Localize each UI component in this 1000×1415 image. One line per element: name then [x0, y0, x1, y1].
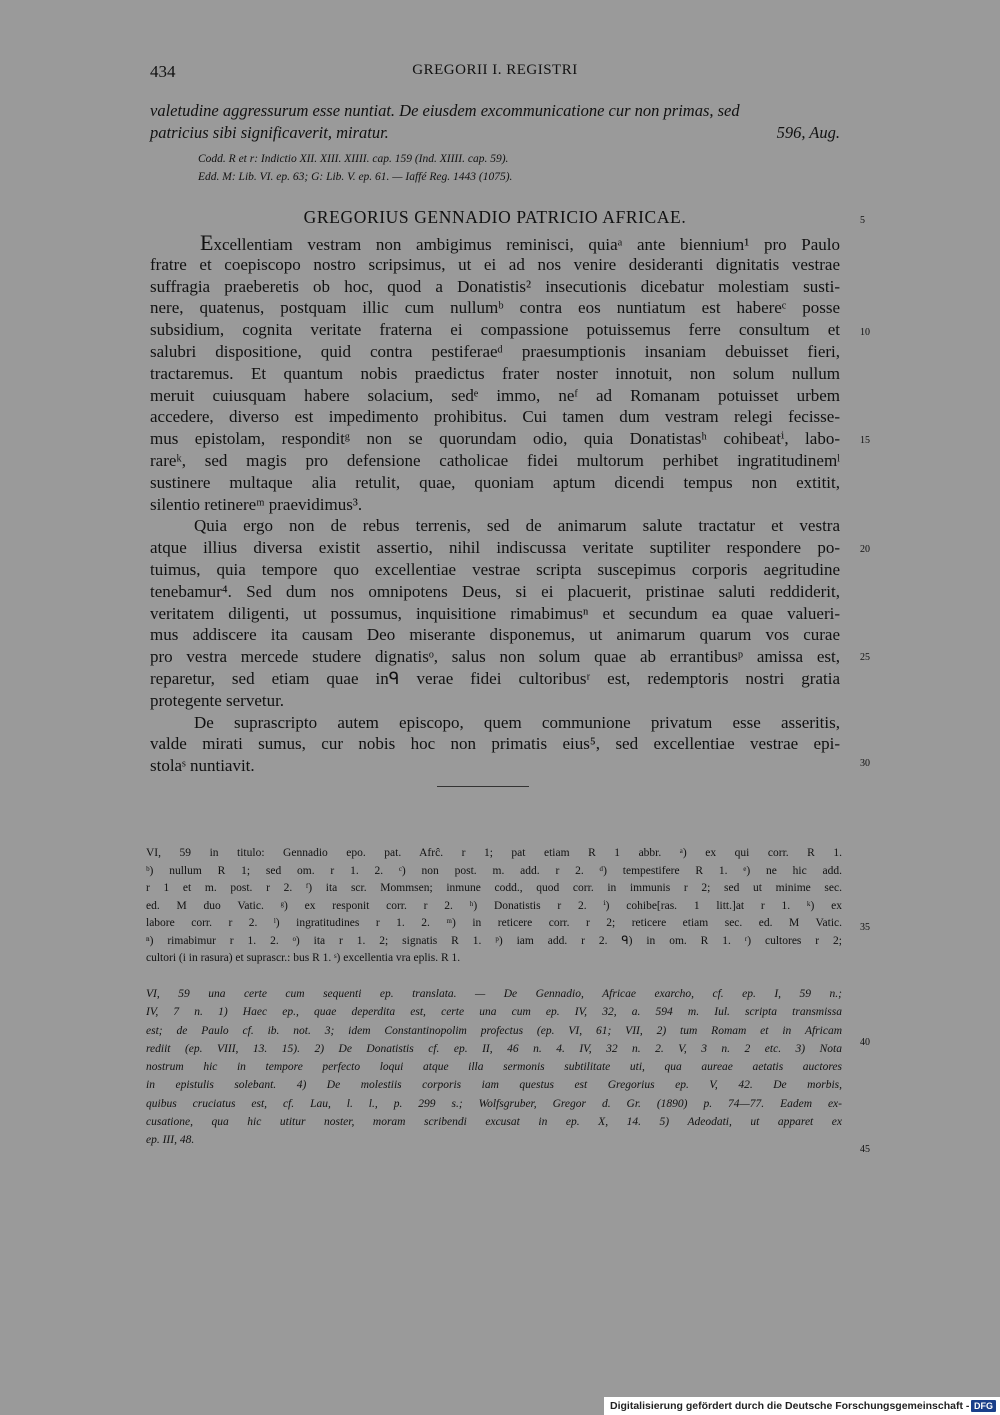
body-line: Quia ergo non de rebus terrenis, sed de animarum salute tractatur et vestra — [194, 516, 840, 536]
funding-footer — [604, 1397, 1000, 1415]
apparatus-line: ⁿ) rimabimur r 1. 2. ᵒ) ita r 1. 2; signatis R 1. ᵖ) iam add. r 2. ᑫ) in om. R 1. ʳ) cultores r 2; — [146, 934, 842, 947]
note-line: IV, 7 n. 1) Haec ep., quae deperdita est, certe una cum ep. IV, 32, a. 594 m. Iul. scripta transmissa — [146, 1006, 842, 1019]
note-line: in epistulis solebant. 4) De molestiis corporis iam questus est Gregorius ep. V, 42. De morbis, — [146, 1079, 842, 1092]
commentary-notes — [146, 985, 842, 1150]
summary-line-text: patricius sibi significaverit, miratur. — [150, 123, 389, 142]
body-line: atque illius diversa existit assertio, nihil indiscussa veritate suptiliter respondere po- — [150, 538, 840, 558]
note-line: cusatione, qua hic utitur noster, moram scribendi excusat in ep. X, 14. 5) Adeodati, ut apparet ex — [146, 1116, 842, 1129]
note-line: rediit (ep. VIII, 13. 15). 2) De Donatistis cf. ep. II, 46 n. 4. IV, 32 n. 2. V, 3 n. 2 etc. 3) Nota — [146, 1042, 842, 1055]
body-line: accedere, diverso est impedimento prohibitus. Cui tamen dum vestram relegi fecisse- — [150, 407, 840, 427]
running-title: GREGORII I. REGISTRI — [412, 62, 578, 78]
body-line-text: xcellentiam vestram non ambigimus reminisci, quiaᵃ ante biennium¹ pro Paulo — [213, 235, 840, 254]
body-line: stolaˢ nuntiavit. — [150, 756, 255, 776]
body-line: meruit cuiusquam habere solacium, sedᵉ immo, neᶠ ad Romanam potuisset urbem — [150, 385, 840, 405]
body-line: suffragia praeberetis ob hoc, quod a Donatistis² insecutionis dicebatur molestiam susti- — [150, 276, 840, 296]
line-number: 25 — [860, 652, 870, 663]
critical-apparatus — [146, 845, 842, 968]
body-line: veritatem diligenti, ut possumus, inquisitione rimabimusⁿ et secundum ea quae valueri- — [150, 603, 840, 623]
body-line: valde mirati sumus, cur nobis hoc non primatis eius⁵, sed excellentiae vestrae epi- — [150, 734, 840, 754]
body-line — [150, 232, 840, 254]
section-divider — [437, 786, 557, 787]
epistle-summary — [150, 100, 840, 144]
line-number: 10 — [860, 327, 870, 338]
note-line: est; de Paulo cf. ib. not. 3; idem Constantinopolim profectus (ep. VI, 61; VII, 2) tum Romam et in Africam — [146, 1024, 842, 1037]
body-line: mus epistolam, responditᵍ non se quorundam odio, quia Donatistasʰ cohibeatⁱ, labo- — [150, 429, 840, 449]
body-line: salubri dispositione, quid contra pestiferaeᵈ praesumptionis insaniam debuisset fieri, — [150, 341, 840, 361]
note-line: nostrum hic in tempore perfecto loqui atque illa sermonis subtilitate uti, qua aureae aetatis auctores — [146, 1061, 842, 1074]
page-number: 434 — [150, 62, 176, 81]
body-line: mus addiscere ita causam Deo miserante disponemus, ut animarum quarum vos curae — [150, 625, 840, 645]
codices-line: Codd. R et r: Indictio XII. XIII. XIIII. cap. 159 (Ind. XIIII. cap. 59). — [198, 153, 509, 165]
funding-text: Digitalisierung gefördert durch die Deutsche Forschungsgemeinschaft - — [610, 1400, 970, 1412]
body-line: silentio retinereᵐ praevidimus³. — [150, 494, 363, 514]
body-line: fratre et coepiscopo nostro scripsimus, ut ei ad nos venire desideranti dignitatis vestrae — [150, 254, 840, 274]
body-line: rareᵏ, sed magis pro defensione catholicae fidei multorum perhibet ingratitudinemˡ — [150, 450, 840, 470]
body-line: subsidium, cognita veritate fraterna ei compassione potuissemus ferre consultum et — [150, 320, 840, 340]
body-line: pro vestra mercede studere dignatisᵒ, salus non solum quae ab errantibusᵖ amissa est, — [150, 647, 840, 667]
body-line: De suprascripto autem episcopo, quem communione privatum esse asseritis, — [194, 712, 840, 732]
line-number: 15 — [860, 435, 870, 446]
note-line: quibus cruciatus est, cf. Lau, l. l., p. 299 s.; Wolfsgruber, Gregor d. Gr. (1890) p. 74—77. Eadem ex- — [146, 1097, 842, 1110]
note-line: VI, 59 una certe cum sequenti ep. translata. — De Gennadio, Africae exarcho, cf. ep. I, 59 n.; — [146, 988, 842, 1000]
line-number: 45 — [860, 1144, 870, 1155]
apparatus-line: r 1 et m. post. r 2. ᶠ) ita scr. Mommsen; inmune codd., quod corr. in immunis r 2; sed ut minime sec. — [146, 882, 842, 894]
apparatus-line: cultori (i in rasura) et suprascr.: bus R 1. ˢ) excellentia vra eplis. R 1. — [146, 952, 461, 964]
apparatus-line: ᵇ) nullum R 1; sed om. r 1. 2. ᶜ) non post. m. add. r 2. ᵈ) tempestifere R 1. ᵉ) ne hic add. — [146, 864, 842, 877]
page-header — [150, 62, 840, 86]
epistle-body — [150, 232, 840, 777]
line-number: 40 — [860, 1037, 870, 1048]
note-line: ep. III, 48. — [146, 1134, 195, 1147]
body-line: sustinere multaque alia retulit, quae, quoniam aptum dicendi tempus non extitit, — [150, 472, 840, 492]
body-line: nere, quatenus, postquam illic cum nullumᵇ contra eos nuntiatum est habereᶜ posse — [150, 298, 840, 318]
drop-capital: E — [200, 232, 214, 254]
body-line: tuimus, quia tempore quo excellentiae vestrae scripta suscepimus corporis aegritudine — [150, 559, 840, 579]
line-number: 30 — [860, 758, 870, 769]
body-line: protegente servetur. — [150, 690, 285, 710]
summary-line — [150, 122, 840, 144]
body-line: tenebamur⁴. Sed dum nos omnipotens Deus, si ei placuerit, pristinae saluti reddiderit, — [150, 581, 840, 601]
editions-line: Edd. M: Lib. VI. ep. 63; G: Lib. V. ep. 61. — Iaffé Reg. 1443 (1075). — [198, 171, 513, 183]
line-number: 20 — [860, 544, 870, 555]
summary-date: 596, Aug. — [776, 123, 840, 142]
line-number: 35 — [860, 922, 870, 933]
body-line: reparetur, sed etiam quae inᑫ verae fidei cultoribusʳ est, redemptoris nostri gratia — [150, 668, 840, 688]
divider-rule — [437, 786, 529, 787]
codices-note — [198, 150, 838, 186]
apparatus-line: VI, 59 in titulo: Gennadio epo. pat. Afrĉ. r 1; pat etiam R 1 abbr. ᵃ) ex qui corr. R 1. — [146, 847, 842, 859]
apparatus-line: labore corr. r 2. ˡ) ingratitudines r 1. 2. ᵐ) in reticere corr. r 2; reticere etiam sec. ed. M Vatic. — [146, 917, 842, 929]
line-number: 5 — [860, 215, 865, 226]
body-line: tractaremus. Et quantum nobis praedictus frater noster innotuit, non solum nullum — [150, 363, 840, 383]
apparatus-line: ed. M duo Vatic. ᵍ) ex responit corr. r 2. ʰ) Donatistis r 2. ⁱ) cohibe[ras. 1 litt.]at r 1. ᵏ) ex — [146, 899, 842, 912]
dfg-logo: DFG — [971, 1400, 996, 1412]
epistle-title: GREGORIUS GENNADIO PATRICIO AFRICAE. — [303, 207, 687, 227]
summary-line: valetudine aggressurum esse nuntiat. De eiusdem excommunicatione cur non primas, sed — [150, 101, 740, 120]
